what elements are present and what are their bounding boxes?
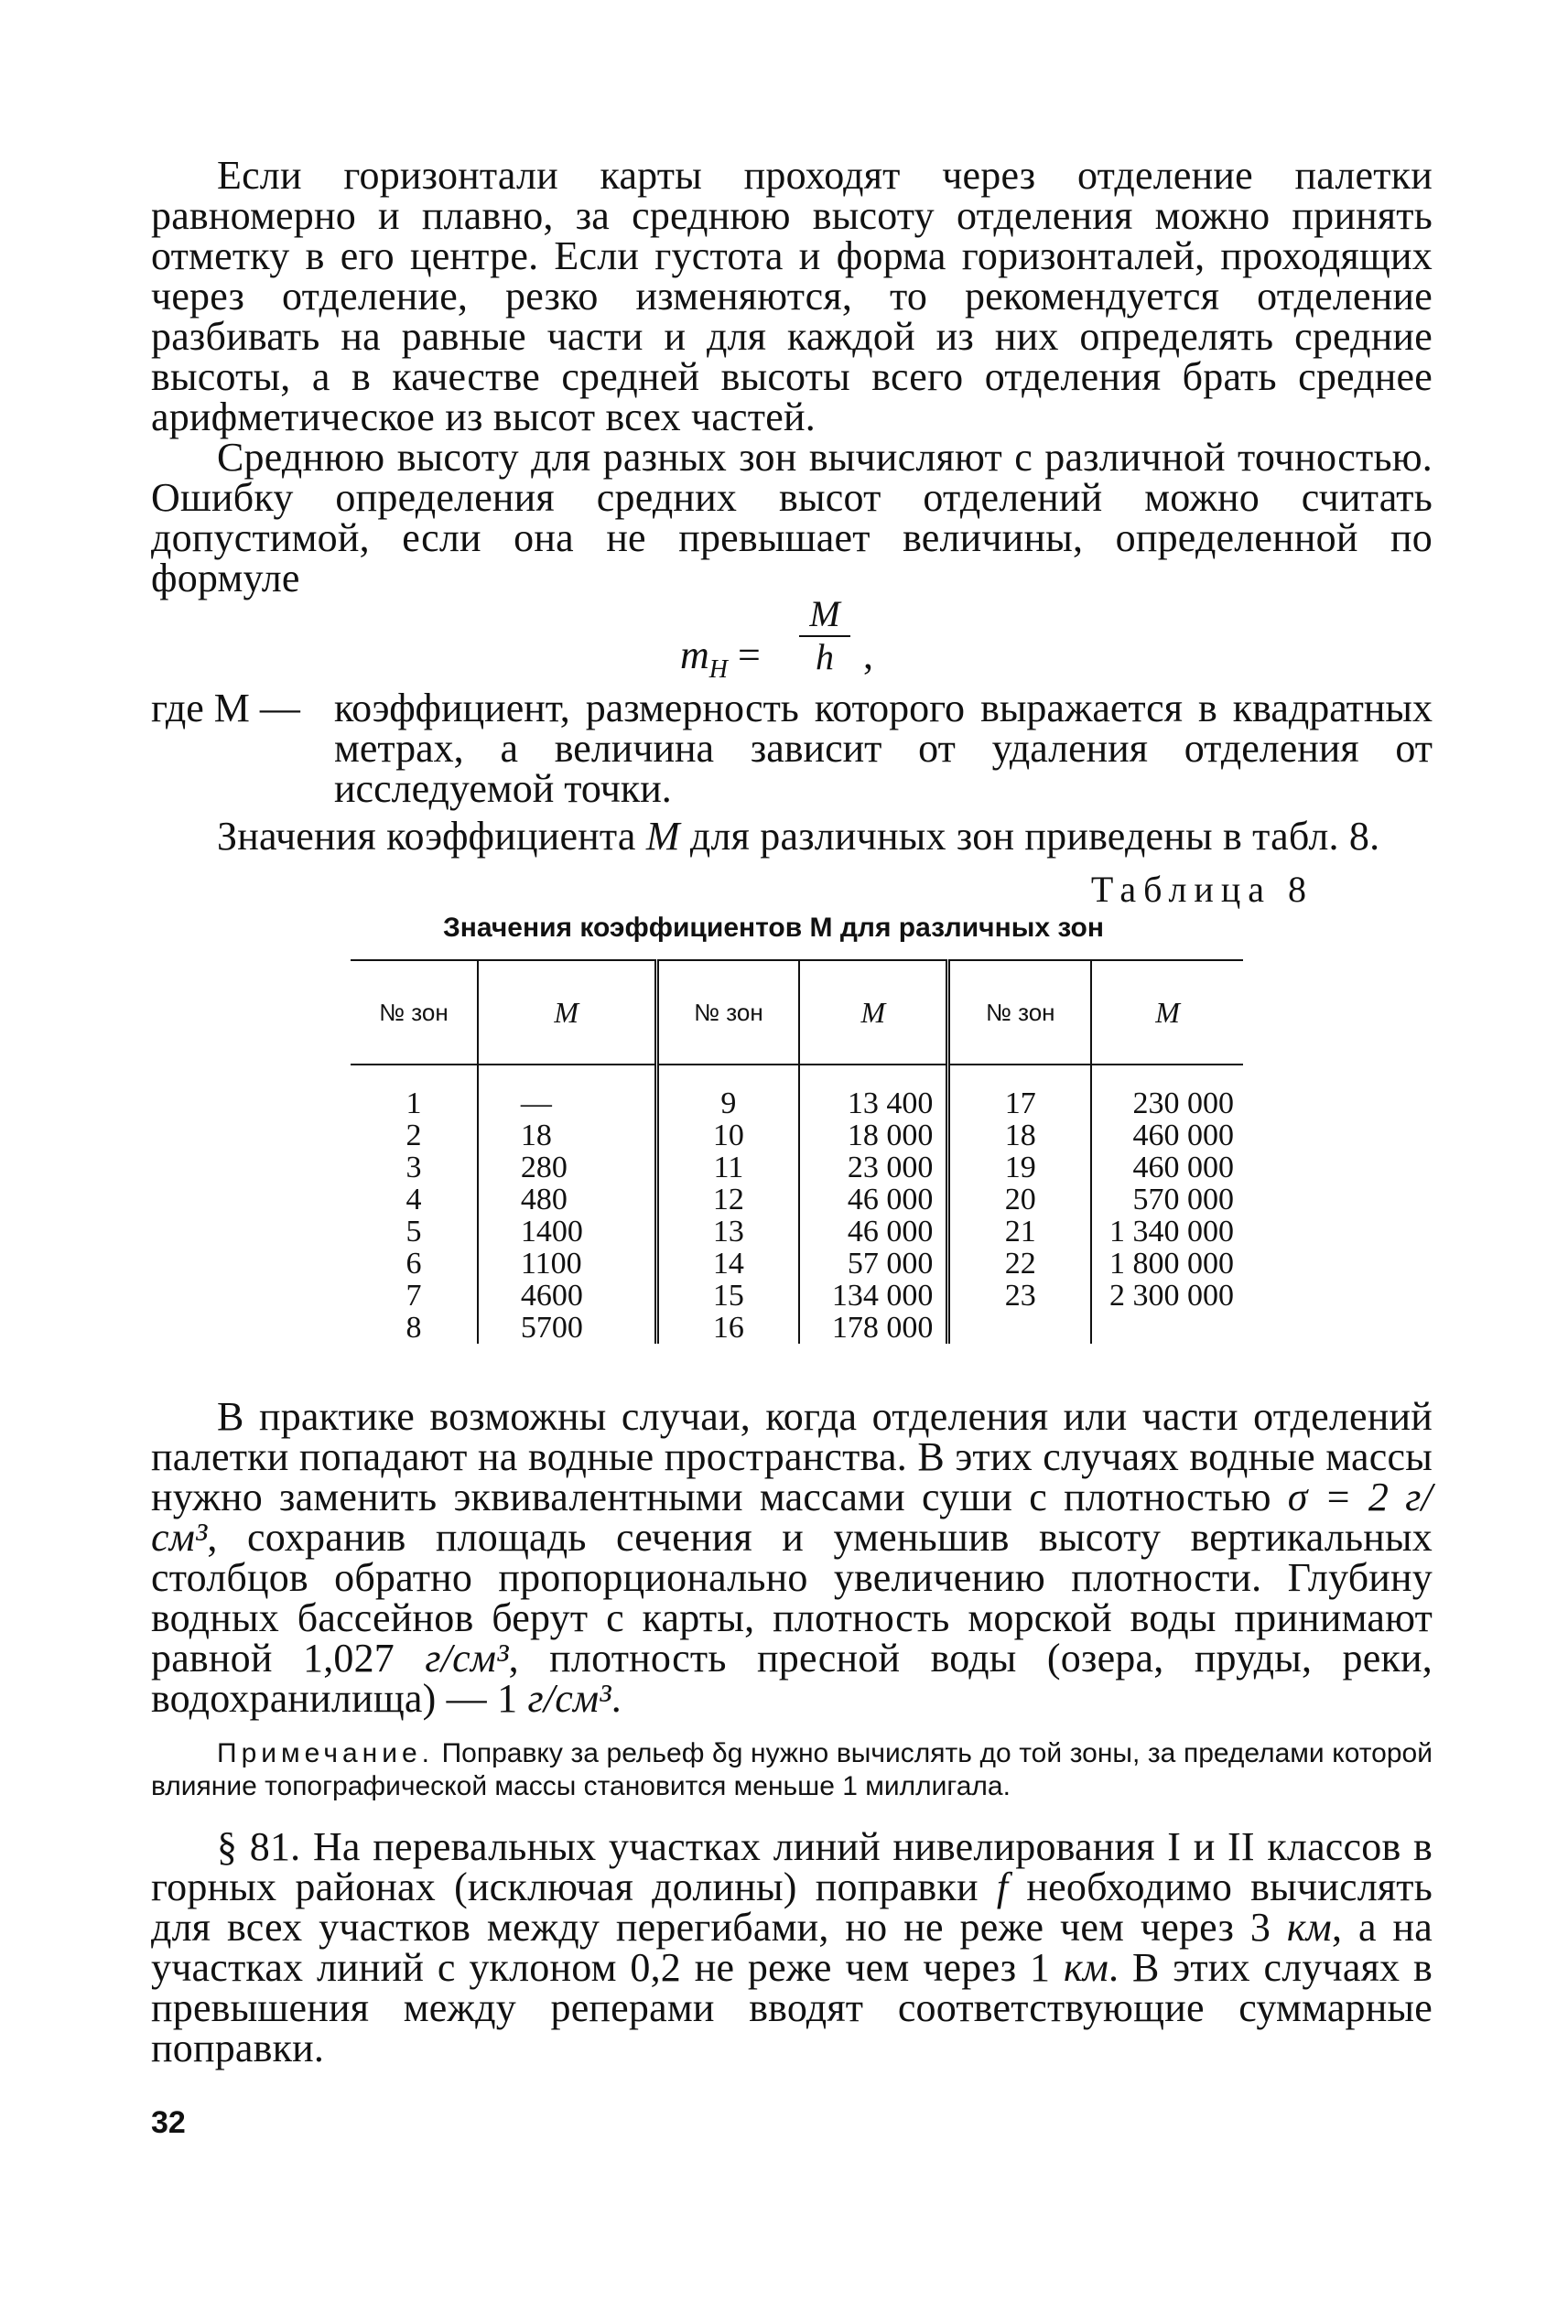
formula-fraction: [792, 593, 858, 677]
where-text: коэффициент, размерность которого выражается в квадратных метрах, а величина зависит от удаления отделения от исследуемой точки.: [334, 686, 1433, 811]
table-row: 7 4600 15 134 000 23 2 300 000: [351, 1280, 1243, 1312]
table-title: Значения коэффициентов M для различных зон: [443, 913, 1104, 943]
table-caption: [151, 870, 1433, 946]
header-zone-2: № зон: [656, 960, 799, 1065]
table-row: 8 5700 16 178 000: [351, 1312, 1243, 1344]
table-row: 1 — 9 13 400 17 230 000: [351, 1065, 1243, 1119]
formula-numerator: M: [809, 593, 840, 634]
paragraph-1: Если горизонтали карты проходят через отделение палетки равномерно и плавно, за среднюю высоту отделения можно принять отметку в его центре. Если густота и форма горизонталей, проходящих через отделение, резко изменяются, то рекомендуется отделение разбивать на равные части и для каждой из них определять средние высоты, а в качестве средней высоты всего отделения брать среднее арифметическое из высот всех частей.: [151, 153, 1433, 439]
table-number: Таблица 8: [1090, 869, 1314, 910]
page-number: 32: [151, 2105, 186, 2140]
paragraph-2: Среднюю высоту для разных зон вычисляют с различной точностью. Ошибку определения средних высот отделений можно считать допустимой, если она не превышает величины, определенной по формуле: [151, 435, 1433, 600]
formula: [151, 593, 1433, 686]
header-m-2: M: [799, 960, 948, 1065]
formula-lhs: $m_H$ =: [680, 632, 761, 684]
table-header-row: [351, 960, 1243, 1065]
where-clause: [151, 688, 1433, 809]
table-row: 3 280 11 23 000 19 460 000: [351, 1151, 1243, 1184]
table-row: 6 1100 14 57 000 22 1 800 000: [351, 1248, 1243, 1280]
header-m-3: M: [1091, 960, 1243, 1065]
formula-comma: ,: [863, 632, 873, 677]
paragraph-4: В практике возможны случаи, когда отделения или части отделений палетки попадают на водные пространства. В этих случаях водные массы нужно заменить эквивалентными массами суши с плотностью σ = 2 г/см³, сохранив площадь сечения и уменьшив высоту вертикальных столбцов обратно пропорционально увеличению плотности. Глубину водных бассейнов берут с карты, плотность морской воды принимают равной 1,027 г/см³, плотность пресной воды (озера, пруды, реки, водохранилища) — 1 г/см³.: [151, 1394, 1433, 1721]
header-m-1: M: [478, 960, 656, 1065]
where-lead: где M —: [151, 686, 300, 730]
formula-denominator: h: [816, 636, 834, 677]
paragraph-3: Значения коэффициента M для различных зон приведены в табл. 8.: [217, 814, 1380, 859]
table-row: 4 480 12 46 000 20 570 000: [351, 1184, 1243, 1216]
table-row: 2 18 10 18 000 18 460 000: [351, 1119, 1243, 1151]
note-text: Поправку за рельеф δg нужно вычислять до той зоны, за пределами которой влияние топографической массы становится меньше 1 миллигала.: [151, 1738, 1433, 1801]
note: [151, 1737, 1433, 1803]
table-row: 5 1400 13 46 000 21 1 340 000: [351, 1216, 1243, 1248]
header-zone-1: № зон: [351, 960, 478, 1065]
paragraph-5: § 81. На перевальных участках линий нивелирования I и II классов в горных районах (исключая долины) поправки f необходимо вычислять для всех участков между перегибами, но не реже чем через 3 км, а на участках линий с уклоном 0,2 не реже чем через 1 км. В этих случаях в превышения между реперами вводят соответствующие суммарные поправки.: [151, 1824, 1433, 2070]
page-content: [151, 153, 1433, 2070]
header-zone-3: № зон: [948, 960, 1091, 1065]
coefficients-table: [351, 959, 1243, 1344]
note-label: Примечание.: [217, 1738, 434, 1768]
